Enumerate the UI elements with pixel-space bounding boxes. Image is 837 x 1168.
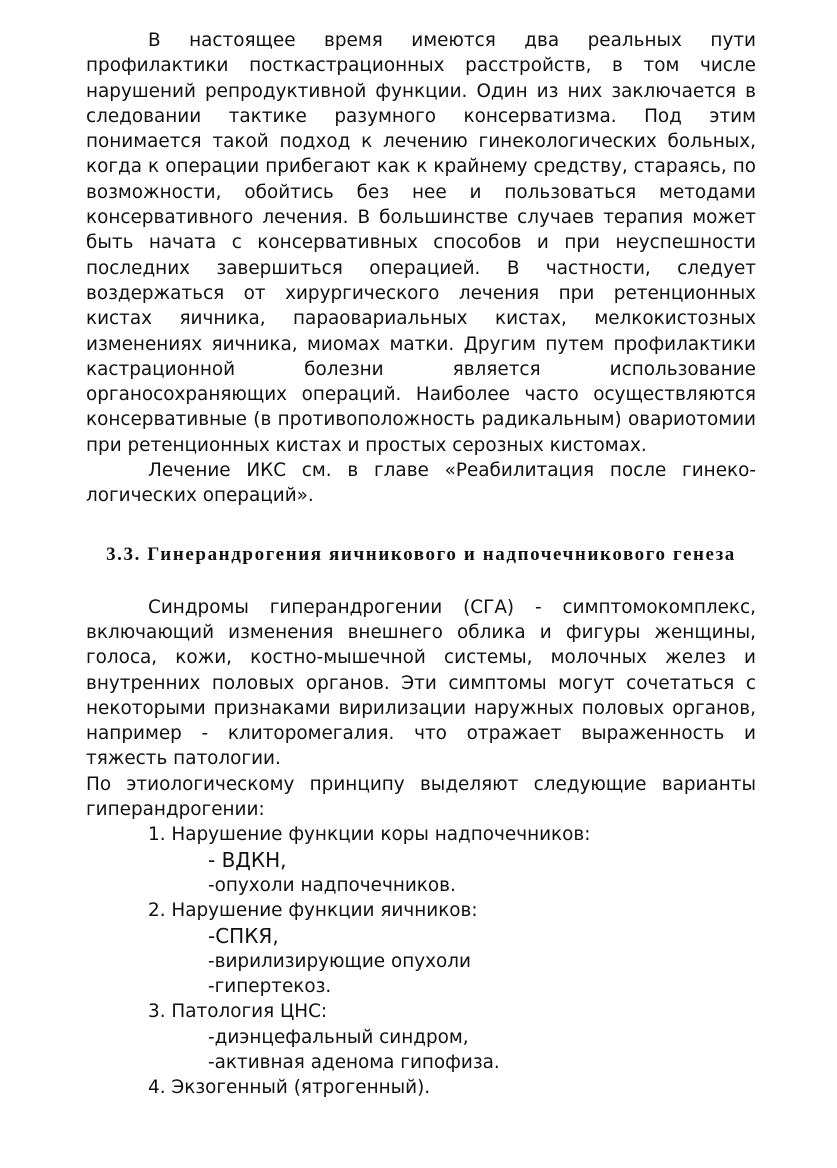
paragraph-prevention: В настоящее время имеются два реальных пути профилактики посткастрационных расстройств, в том числе нарушений репродуктивной функции. Один из них заключается в следовании тактике разумного консерватизма. Под этим понимается такой подход к лечению гинекологических больных, когда к операции прибегают как к крайнему средству, стараясь, по возможности, обойтись без нее и пользоваться методами консервативного лечения. В большинстве случаев терапия может быть начата с консервативных способов и при неуспешности последних завершиться операцией. В частности, следует воздержаться от хирургического лечения при ретенционных кистах яичника, параовариальных кистах, мелкокистозных изменениях яичника, миомах матки. Другим путем профилактики кастрационной болезни является использование органосохраняющих операций. Наиболее часто осуществляются консервативные (в противоположность радикальным) овариотомии при ретенционных кистах и простых серозных кистомах. (86, 30, 756, 456)
paragraph-treatment-reference: Лечение ИКС см. в главе «Реабилитация после гинеко-логических операций». (86, 460, 756, 507)
list-item: 2. Нарушение функции яичников: (148, 900, 478, 922)
section-heading: 3.3. Гинерандрогения яичникового и надпочечникового генеза (106, 543, 736, 565)
paragraph-syndrome-definition: Синдромы гиперандрогении (СГА) - симптомокомплекс, включающий изменения внешнего облика и фигуры женщины, голоса, кожи, костно-мышечной системы, молочных желез и внутренних половых органов. Эти симптомы могут сочетаться с некоторыми признаками вирилизации наружных половых органов, например - клиторомегалия. что отражает выраженность и тяжесть патологии. (86, 596, 756, 770)
variants-list (86, 822, 756, 1100)
list-item: 1. Нарушение функции коры надпочечников: (148, 824, 591, 846)
list-subitem: -гипертекоз. (208, 976, 332, 998)
list-item: 3. Патология ЦНС: (148, 1001, 328, 1023)
list-subitem: -диэнцефальный синдром, (208, 1026, 469, 1048)
document-page (86, 28, 756, 1101)
list-subitem: - ВДКН, (208, 847, 287, 872)
list-subitem: -опухоли надпочечников. (208, 874, 456, 896)
list-subitem: -вирилизирующие опухоли (208, 950, 471, 972)
list-item: 4. Экзогенный (ятрогенный). (148, 1077, 431, 1099)
paragraph-classification-intro: По этиологическому принципу выделяют следующие варианты гиперандрогении: (86, 773, 756, 821)
list-subitem: -активная аденома гипофиза. (208, 1051, 500, 1073)
list-subitem: -СПКЯ, (208, 923, 279, 948)
